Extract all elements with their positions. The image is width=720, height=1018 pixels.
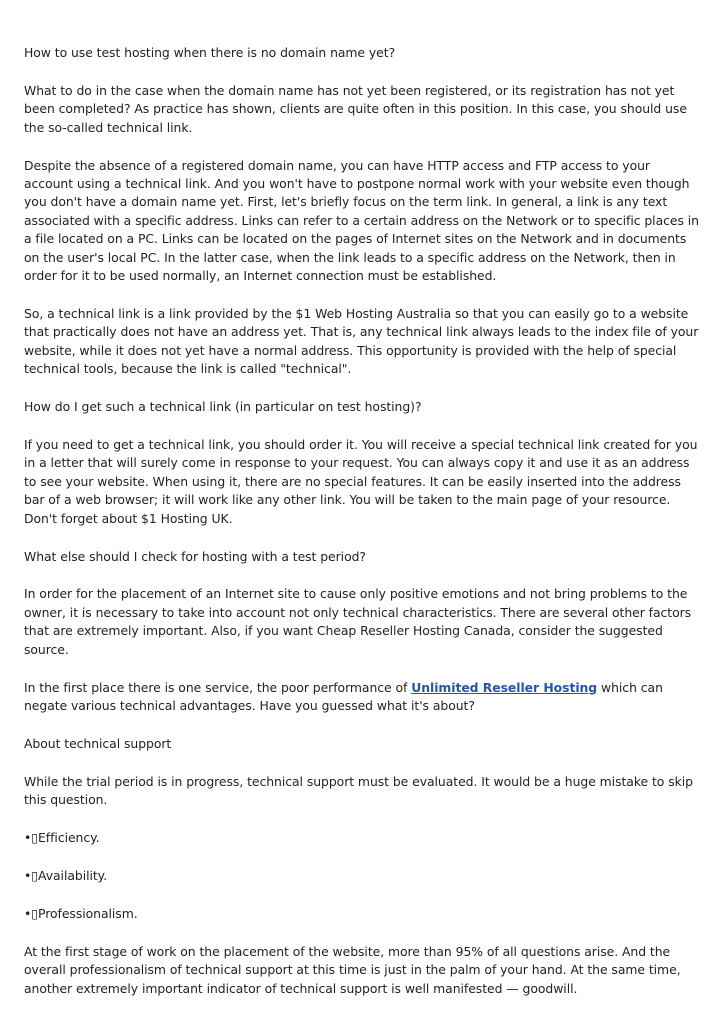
question-heading-test-period: What else should I check for hosting with a test period? — [24, 548, 366, 564]
paragraph-trial-period-support: While the trial period is in progress, technical support must be evaluated. It would be a huge mistake to skip this question. — [24, 773, 693, 808]
paragraph-order-technical-link: If you need to get a technical link, you should order it. You will receive a special technical link created for you in a letter that will surely come in response to your request. You can always copy it and use it as an address to see your website. When using it, there are no special features. It can be easily inserted into the address bar of a web browser; it will work like any other link. You will be taken to the main page of your resource. Don't forget about $1 Hosting UK. — [24, 437, 698, 526]
paragraph-technical-link-definition: So, a technical link is a link provided by the $1 Web Hosting Australia so that you can easily go to a website that practically does not have an address yet. That is, any technical link always leads to the index file of your website, while it does not yet have a normal address. This opportunity is provided with the help of special technical tools, because the link is called "technical". — [24, 305, 699, 377]
paragraph-text-before-link: In the first place there is one service, the poor performance of — [24, 679, 412, 695]
heading-technical-support: About technical support — [24, 735, 172, 751]
bullet-efficiency: •▯Efficiency. — [24, 830, 100, 846]
paragraph-technical-link-access: Despite the absence of a registered domain name, you can have HTTP access and FTP access to your account using a technical link. And you won't have to postpone normal work with your website even though you don't have a domain name yet. First, let's briefly focus on the term link. In general, a link is any text associated with a specific address. Links can refer to a certain address on the Network or to specific places in a file located on a PC. Links can be located on the pages of Internet sites on the Network and in documents on the user's local PC. In the latter case, when the link leads to a specific address on the Network, then in order for it to be used normally, an Internet connection must be established. — [24, 157, 699, 284]
bullet-professionalism: •▯Professionalism. — [24, 905, 138, 921]
paragraph-domain-not-registered: What to do in the case when the domain name has not yet been registered, or its registration has not yet been completed? As practice has shown, clients are quite often in this position. In this case, you should use the so-called technical link. — [24, 82, 687, 135]
question-heading-get-technical-link: How do I get such a technical link (in particular on test hosting)? — [24, 399, 422, 415]
paragraph-positive-emotions: In order for the placement of an Internet site to cause only positive emotions and not bring problems to the owner, it is necessary to take into account not only technical characteristics. There are several other factors that are extremely important. Also, if you want Cheap Reseller Hosting Canada, consider the suggested source. — [24, 586, 692, 657]
paragraph-text-after-link: which can negate various technical advantages. Have you guessed what it's about? — [24, 679, 663, 713]
bullet-availability: •▯Availability. — [24, 868, 108, 883]
question-heading-test-hosting: How to use test hosting when there is no domain name yet? — [24, 45, 396, 60]
unlimited-reseller-hosting-link[interactable]: Unlimited Reseller Hosting — [411, 679, 598, 695]
paragraph-first-stage-questions: At the first stage of work on the placement of the website, more than 95% of all questions arise. And the overall professionalism of technical support at this time is just in the palm of your hand. At the same time, another extremely important indicator of technical support is well manifested — goodwill. — [24, 943, 681, 996]
document-body — [24, 44, 700, 1018]
paragraph-poor-performance — [24, 679, 700, 716]
